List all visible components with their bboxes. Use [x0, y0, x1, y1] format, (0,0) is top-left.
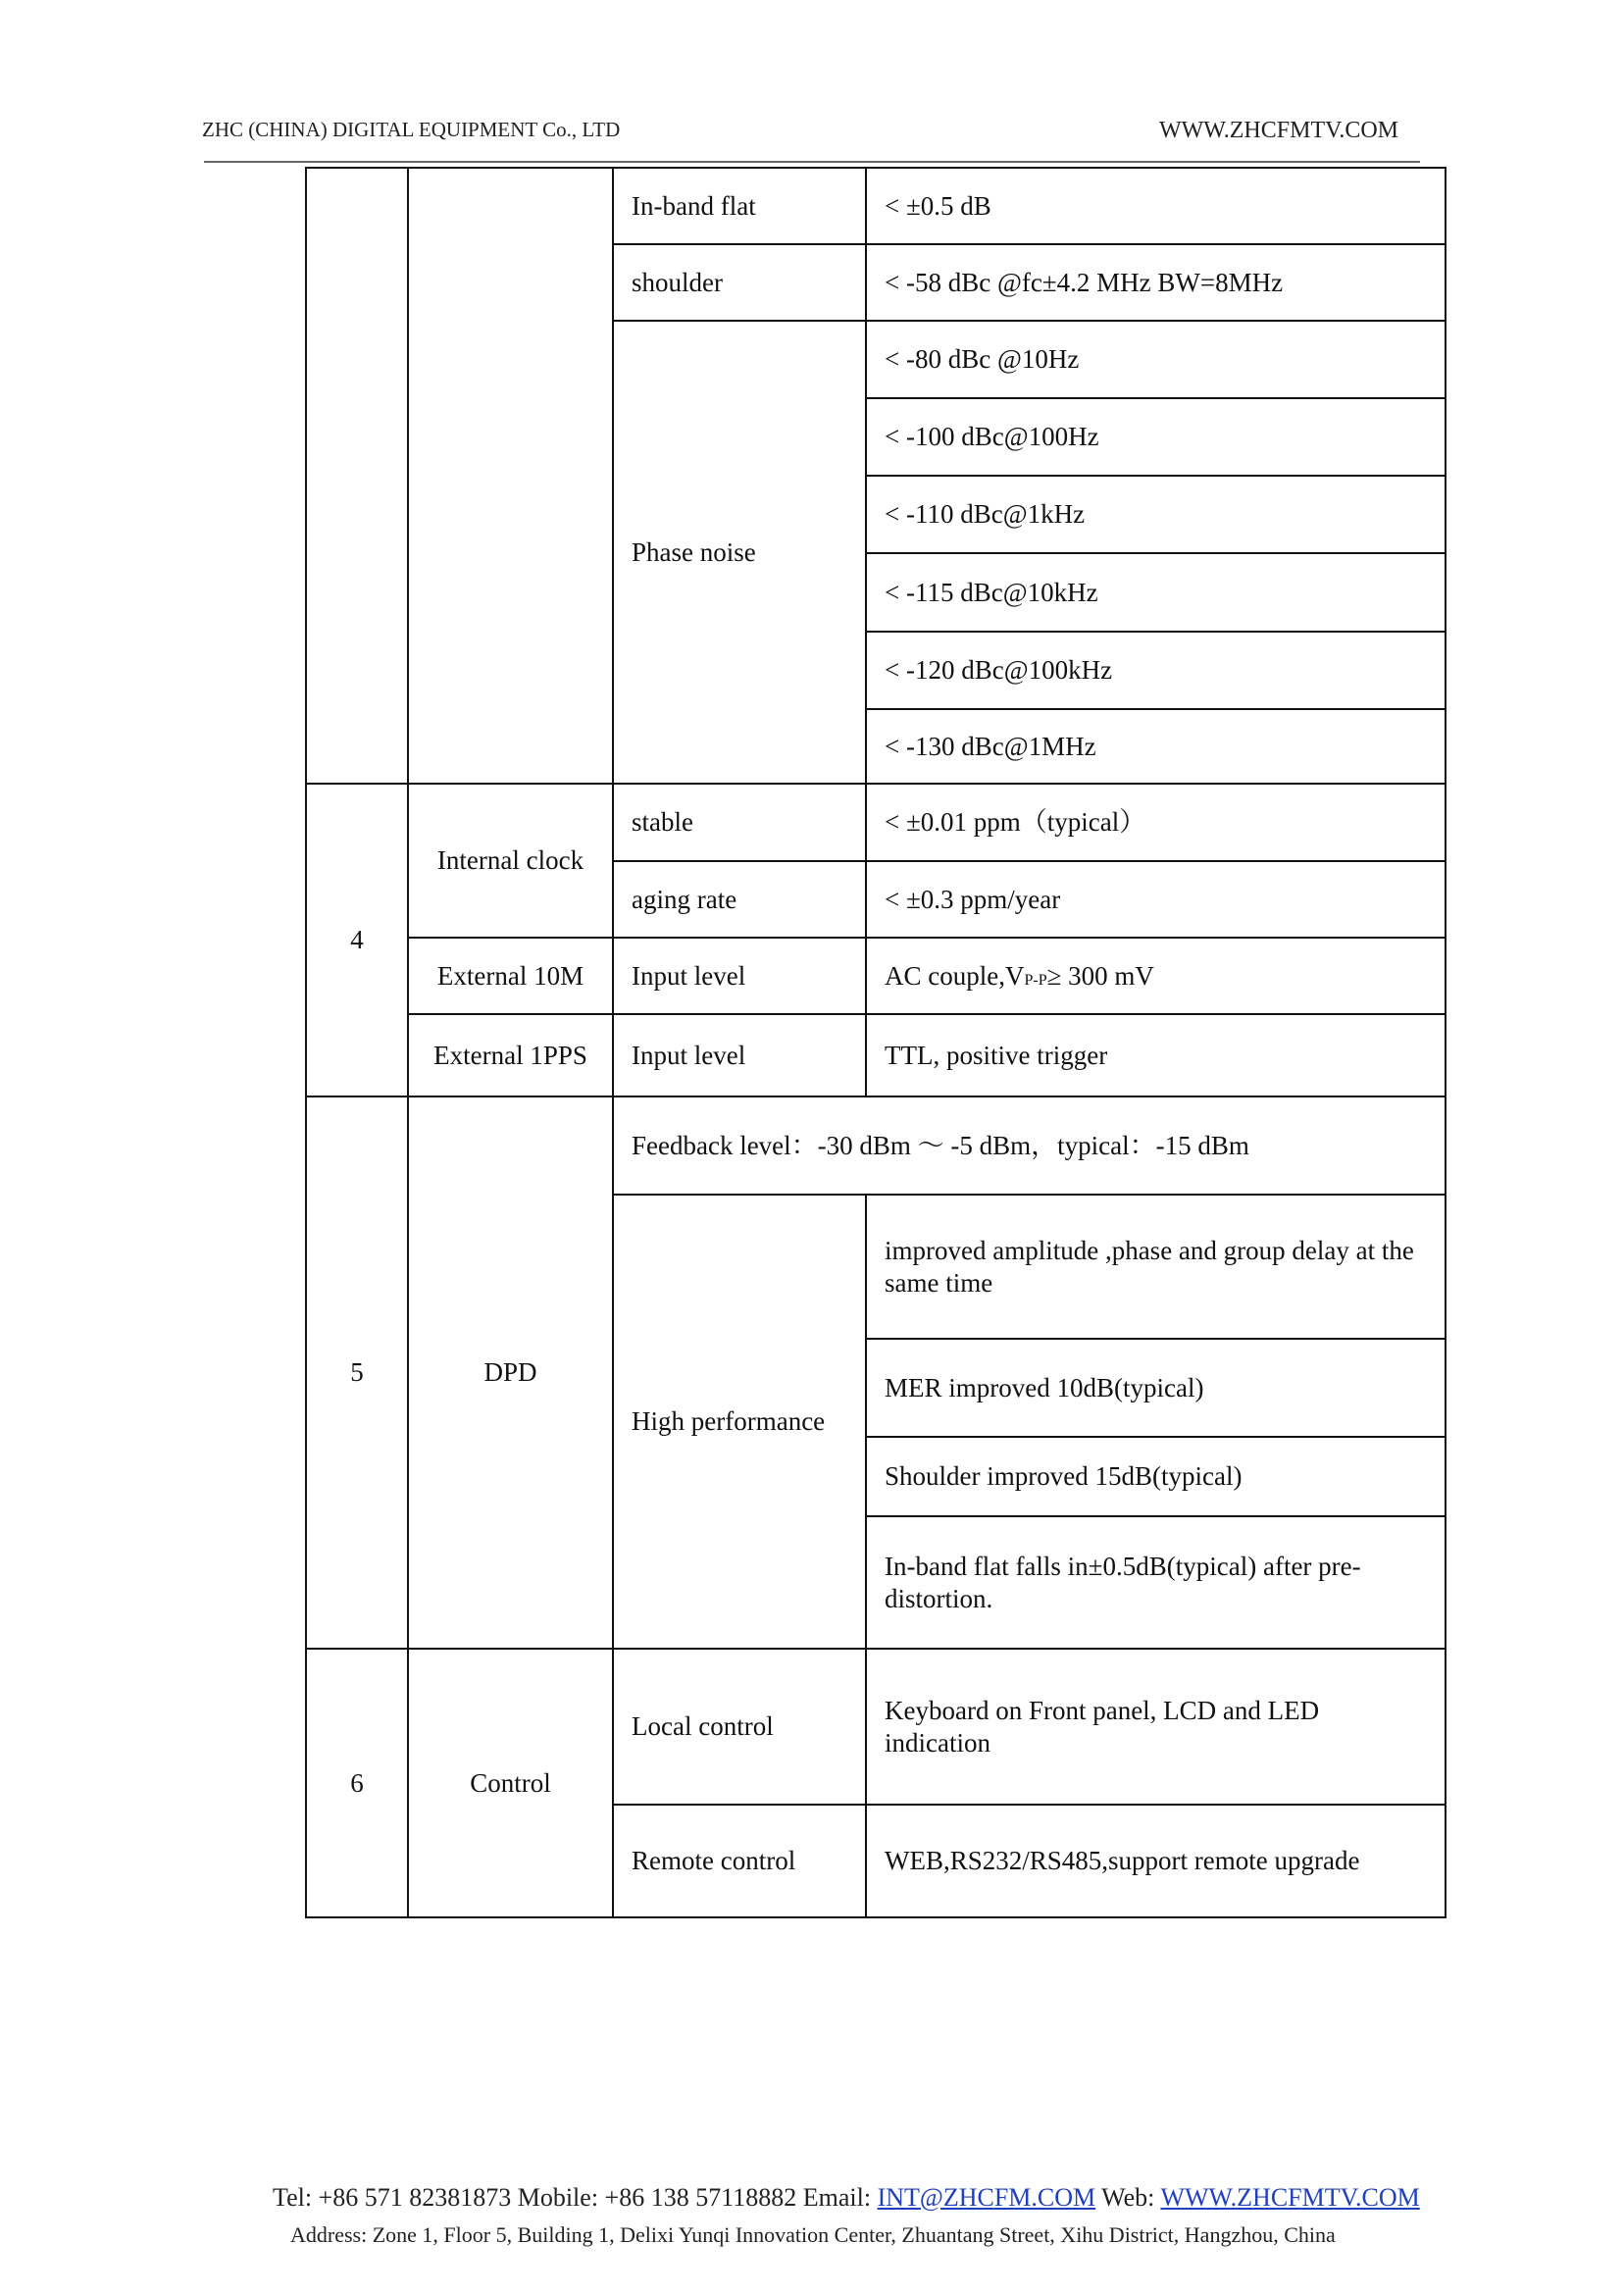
- item-number: 6: [306, 1649, 408, 1917]
- param-aging-rate: aging rate: [613, 861, 866, 938]
- value-inband-flat: < ±0.5 dB: [866, 168, 1446, 244]
- value-text: AC couple,V: [885, 960, 1025, 991]
- item-name-cell: [408, 168, 613, 784]
- value-remote-control: WEB,RS232/RS485,support remote upgrade: [866, 1805, 1446, 1917]
- value-dpd: Shoulder improved 15dB(typical): [866, 1437, 1446, 1516]
- value-phase-noise: < -130 dBc@1MHz: [866, 709, 1446, 784]
- value-10m-input-level: [866, 938, 1446, 1014]
- item-dpd: DPD: [408, 1096, 613, 1649]
- value-phase-noise: < -80 dBc @10Hz: [866, 321, 1446, 398]
- item-number-cell: [306, 168, 408, 784]
- value-local-control: Keyboard on Front panel, LCD and LED indication: [866, 1649, 1446, 1805]
- param-phase-noise: Phase noise: [613, 321, 866, 784]
- value-stable: < ±0.01 ppm（typical）: [866, 784, 1446, 861]
- table-row: [306, 784, 1446, 861]
- table-row: [306, 1096, 1446, 1195]
- param-remote-control: Remote control: [613, 1805, 866, 1917]
- param-inband-flat: In-band flat: [613, 168, 866, 244]
- value-aging-rate: < ±0.3 ppm/year: [866, 861, 1446, 938]
- footer-web-label: Web:: [1095, 2183, 1161, 2212]
- value-1pps-input-level: TTL, positive trigger: [866, 1014, 1446, 1096]
- footer-email-link[interactable]: INT@ZHCFM.COM: [877, 2183, 1096, 2212]
- value-shoulder: < -58 dBc @fc±4.2 MHz BW=8MHz: [866, 244, 1446, 321]
- table-row: [306, 1649, 1446, 1805]
- item-control: Control: [408, 1649, 613, 1917]
- value-phase-noise: < -100 dBc@100Hz: [866, 398, 1446, 476]
- company-name: ZHC (CHINA) DIGITAL EQUIPMENT Co., LTD: [202, 118, 621, 141]
- table-row: [306, 1014, 1446, 1096]
- footer-address: Address: Zone 1, Floor 5, Building 1, Delixi Yunqi Innovation Center, Zhuantang Street, Xihu District, Hangzhou, China: [290, 2222, 1336, 2247]
- value-subscript: P-P: [1024, 971, 1047, 989]
- footer-web-link[interactable]: WWW.ZHCFMTV.COM: [1160, 2183, 1420, 2212]
- param-stable: stable: [613, 784, 866, 861]
- item-internal-clock: Internal clock: [408, 784, 613, 938]
- value-dpd: improved amplitude ,phase and group delay at the same time: [866, 1195, 1446, 1339]
- value-feedback-level: Feedback level：-30 dBm ～ -5 dBm，typical：-15 dBm: [613, 1096, 1446, 1195]
- header-divider: [204, 161, 1420, 163]
- item-number: 5: [306, 1096, 408, 1649]
- value-phase-noise: < -120 dBc@100kHz: [866, 632, 1446, 709]
- header-website: WWW.ZHCFMTV.COM: [1159, 118, 1399, 143]
- spec-table: [305, 167, 1446, 1918]
- value-phase-noise: < -115 dBc@10kHz: [866, 553, 1446, 632]
- param-high-performance: High performance: [613, 1195, 866, 1649]
- param-shoulder: shoulder: [613, 244, 866, 321]
- item-number: 4: [306, 784, 408, 1096]
- value-dpd: MER improved 10dB(typical): [866, 1339, 1446, 1437]
- value-dpd: In-band flat falls in±0.5dB(typical) after pre-distortion.: [866, 1516, 1446, 1649]
- footer-contact: [273, 2183, 1420, 2213]
- item-external-1pps: External 1PPS: [408, 1014, 613, 1096]
- table-row: [306, 168, 1446, 244]
- footer-tel: Tel: +86 571 82381873 Mobile: +86 138 57118882 Email:: [273, 2183, 878, 2212]
- table-row: [306, 938, 1446, 1014]
- item-external-10m: External 10M: [408, 938, 613, 1014]
- param-input-level: Input level: [613, 938, 866, 1014]
- param-local-control: Local control: [613, 1649, 866, 1805]
- value-text: ≥ 300 mV: [1046, 960, 1154, 991]
- param-input-level: Input level: [613, 1014, 866, 1096]
- value-phase-noise: < -110 dBc@1kHz: [866, 476, 1446, 553]
